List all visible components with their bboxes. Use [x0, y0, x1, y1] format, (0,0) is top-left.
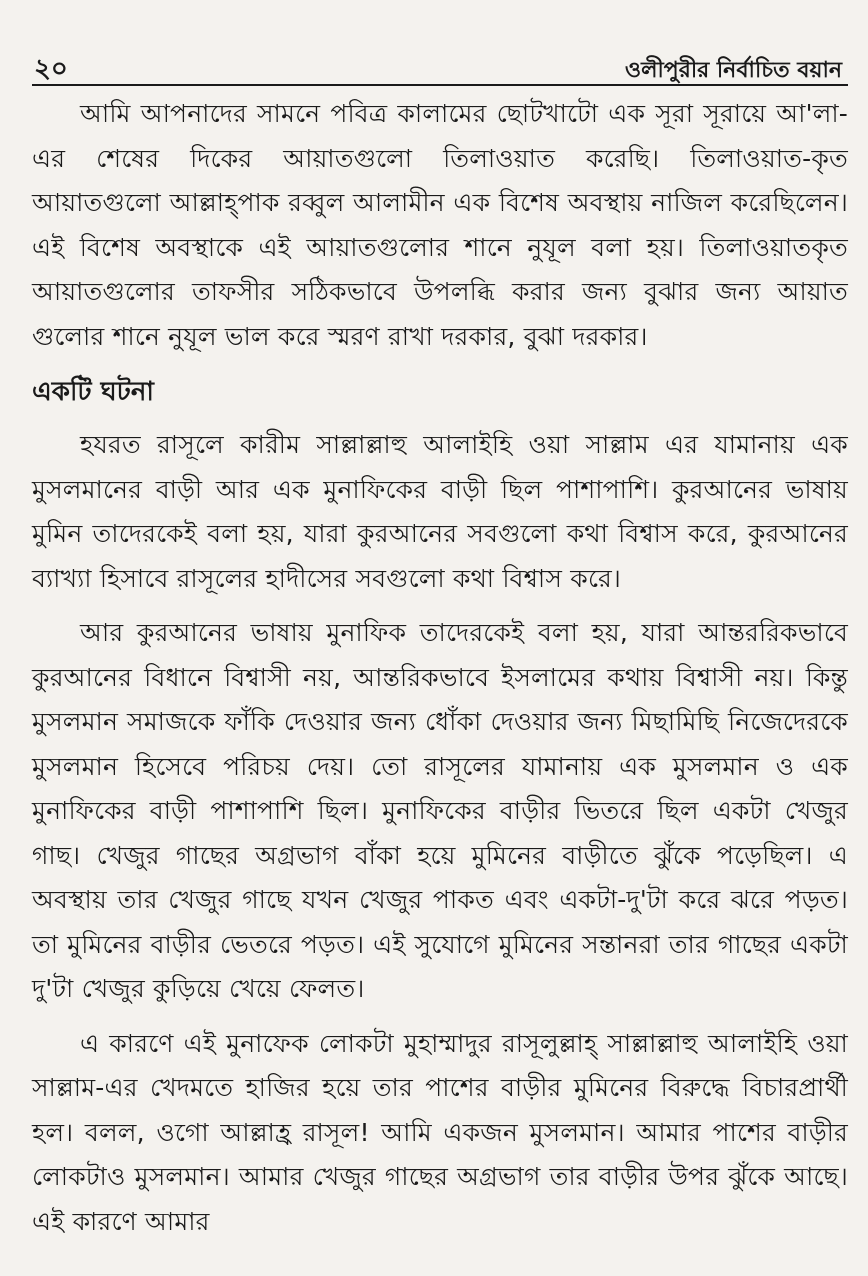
paragraph: এ কারণে এই মুনাফেক লোকটা মুহাম্মাদুর রাসূলুল্লাহ্ সাল্লাল্লাহু আলাইহি ওয়া সাল্লাম-এর খেদমতে হাজির হয়ে তার পাশের বাড়ীর মুমিনের বিরুদ্ধে বিচারপ্রার্থী হল। বলল, ওগো আল্লাহ্র রাসূল! আমি একজন মুসলমান। আমার পাশের বাড়ীর লোকটাও মুসলমান। আমার খেজুর গাছের অগ্রভাগ তার বাড়ীর উপর ঝুঁকে আছে। এই কারণে আমার: [32, 1028, 848, 1236]
paragraph: হযরত রাসূলে কারীম সাল্লাল্লাহু আলাইহি ওয়া সাল্লাম এর যামানায় এক মুসলমানের বাড়ী আর এক মুনাফিকের বাড়ী ছিল পাশাপাশি। কুরআনের ভাষায় মুমিন তাদেরকেই বলা হয়, যারা কুরআনের সবগুলো কথা বিশ্বাস করে, কুরআনের ব্যাখ্যা হিসাবে রাসূলের হাদীসের সবগুলো কথা বিশ্বাস করে।: [32, 430, 848, 593]
page-number: ২০: [34, 54, 68, 84]
page-header: [32, 46, 848, 86]
page-body: [32, 92, 848, 1244]
paragraph: আমি আপনাদের সামনে পবিত্র কালামের ছোটখাটো এক সূরা সূরায়ে আ'লা-এর শেষের দিকের আয়াতগুলো তিলাওয়াত করেছি। তিলাওয়াত-কৃত আয়াতগুলো আল্লাহ্পাক রব্বুল আলামীন এক বিশেষ অবস্থায় নাজিল করেছিলেন। এই বিশেষ অবস্থাকে এই আয়াতগুলোর শানে নুযূল বলা হয়। তিলাওয়াতকৃত আয়াতগুলোর তাফসীর সঠিকভাবে উপলব্ধি করার জন্য বুঝার জন্য আয়াত গুলোর শানে নুযূল ভাল করে স্মরণ রাখা দরকার, বুঝা দরকার।: [32, 99, 848, 351]
running-title: ওলীপুরীর নির্বাচিত বয়ান: [624, 58, 842, 83]
section-heading: একটি ঘটনা: [32, 377, 154, 407]
paragraph: আর কুরআনের ভাষায় মুনাফিক তাদেরকেই বলা হয়, যারা আন্তররিকভাবে কুরআনের বিধানে বিশ্বাসী নয়, আন্তরিকভাবে ইসলামের কথায় বিশ্বাসী নয়। কিন্তু মুসলমান সমাজকে ফাঁকি দেওয়ার জন্য ধোঁকা দেওয়ার জন্য মিছামিছি নিজেদেরকে মুসলমান হিসেবে পরিচয় দেয়। তো রাসূলের যামানায় এক মুসলমান ও এক মুনাফিকের বাড়ী পাশাপাশি ছিল। মুনাফিকের বাড়ীর ভিতরে ছিল একটা খেজুর গাছ। খেজুর গাছের অগ্রভাগ বাঁকা হয়ে মুমিনের বাড়ীতে ঝুঁকে পড়েছিল। এ অবস্থায় তার খেজুর গাছে যখন খেজুর পাকত এবং একটা-দু'টা করে ঝরে পড়ত। তা মুমিনের বাড়ীর ভেতরে পড়ত। এই সুযোগে মুমিনের সন্তানরা তার গাছের একটা দু'টা খেজুর কুড়িয়ে খেয়ে ফেলত।: [32, 618, 848, 1003]
